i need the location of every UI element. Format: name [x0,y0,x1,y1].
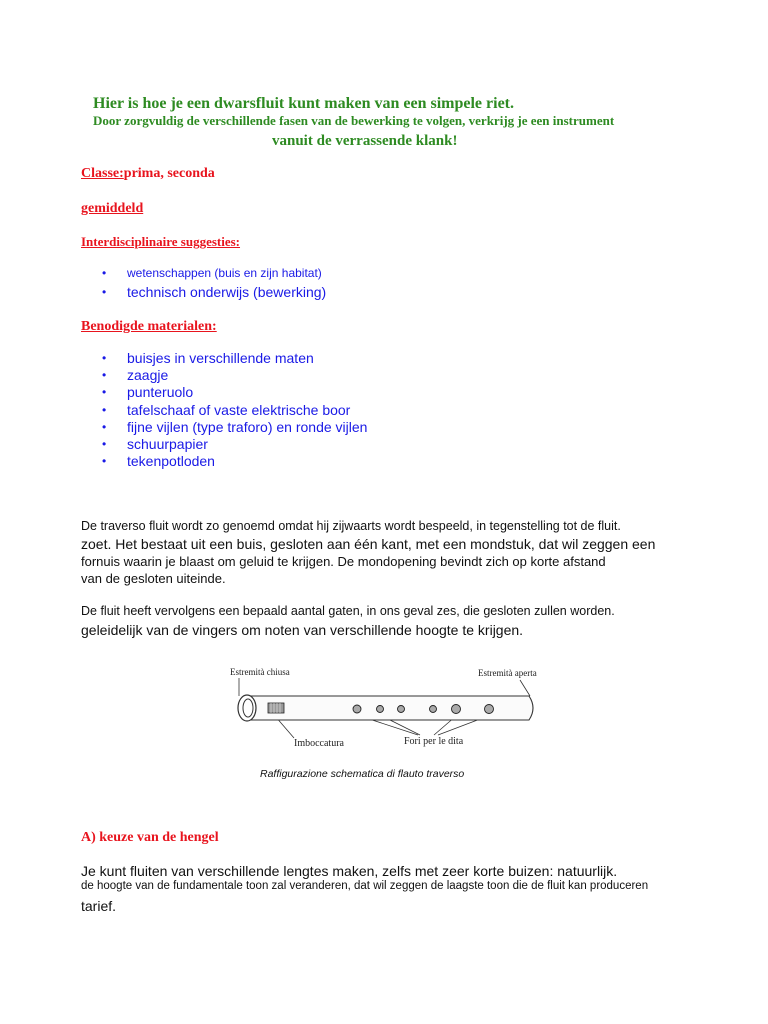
finger-hole [398,706,405,713]
level-label: gemiddeld [81,201,144,216]
list-item: • tafelschaaf of vaste elektrische boor [102,402,367,419]
diagram-label-holes: Fori per le dita [404,736,464,747]
finger-hole [452,705,461,714]
list-item: • tekenpotloden [102,453,367,470]
page-subtitle-line1: Door zorgvuldig de verschillende fasen van de bewerking te volgen, verkrijg je een instrument [93,113,615,128]
page-subtitle-line2: vanuit de verrassende klank! [272,133,458,149]
list-item: • punteruolo [102,384,367,401]
paragraph1-line4: van de gesloten uiteinde. [81,571,226,586]
page-title: Hier is hoe je een dwarsfluit kunt maken van een simpele riet. [93,95,515,112]
section-a-line3: tarief. [81,898,117,914]
list-item: • technisch onderwijs (bewerking) [102,281,326,303]
section-a-line1: Je kunt fluiten van verschillende lengtes maken, zelfs met zeer korte buizen: natuurlijk. [81,863,618,879]
materials-list [102,350,367,470]
finger-hole [353,705,361,713]
closed-end-inner-ring [243,699,253,717]
flute-diagram [220,660,570,785]
classe-line [81,166,215,182]
finger-hole [377,706,384,713]
diagram-label-mouthpiece: Imboccatura [294,738,344,749]
diagram-label-closed-end: Estremità chiusa [230,667,290,677]
interdisciplinary-list [102,265,326,303]
list-item: • buisjes in verschillende maten [102,350,367,367]
finger-hole [485,705,494,714]
mouthpiece-hole [268,703,284,713]
section-a-line2: de hoogte van de fundamentale toon zal veranderen, dat wil zeggen de laagste toon die de fluit kan produceren [81,880,649,892]
leader-line [520,680,530,696]
diagram-caption: Raffigurazione schematica di flauto traverso [260,768,465,780]
materials-heading: Benodigde materialen: [81,319,217,334]
paragraph2-line2: geleidelijk van de vingers om noten van verschillende hoogte te krijgen. [81,622,524,638]
classe-label: Classe: [81,166,124,181]
finger-hole [430,706,437,713]
paragraph1-line3: fornuis waarin je blaast om geluid te krijgen. De mondopening bevindt zich op korte afstand [81,554,606,569]
interdisciplinary-heading: Interdisciplinaire suggesties: [81,234,241,249]
list-item: • zaagje [102,367,367,384]
section-a-heading: A) keuze van de hengel [81,830,219,845]
list-item: • wetenschappen (buis en zijn habitat) [102,265,326,281]
classe-value: prima, seconda [123,166,215,181]
diagram-label-open-end: Estremità aperta [478,668,537,678]
list-item: • schuurpapier [102,436,367,453]
paragraph2-line1: De fluit heeft vervolgens een bepaald aantal gaten, in ons geval zes, die gesloten zullen worden. [81,604,615,618]
paragraph1-line2: zoet. Het bestaat uit een buis, gesloten aan één kant, met een mondstuk, dat wil zeggen een [81,536,656,552]
paragraph1-line1: De traverso fluit wordt zo genoemd omdat hij zijwaarts wordt bespeeld, in tegenstelling tot de fluit. [81,519,621,533]
list-item: • fijne vijlen (type traforo) en ronde vijlen [102,419,367,436]
